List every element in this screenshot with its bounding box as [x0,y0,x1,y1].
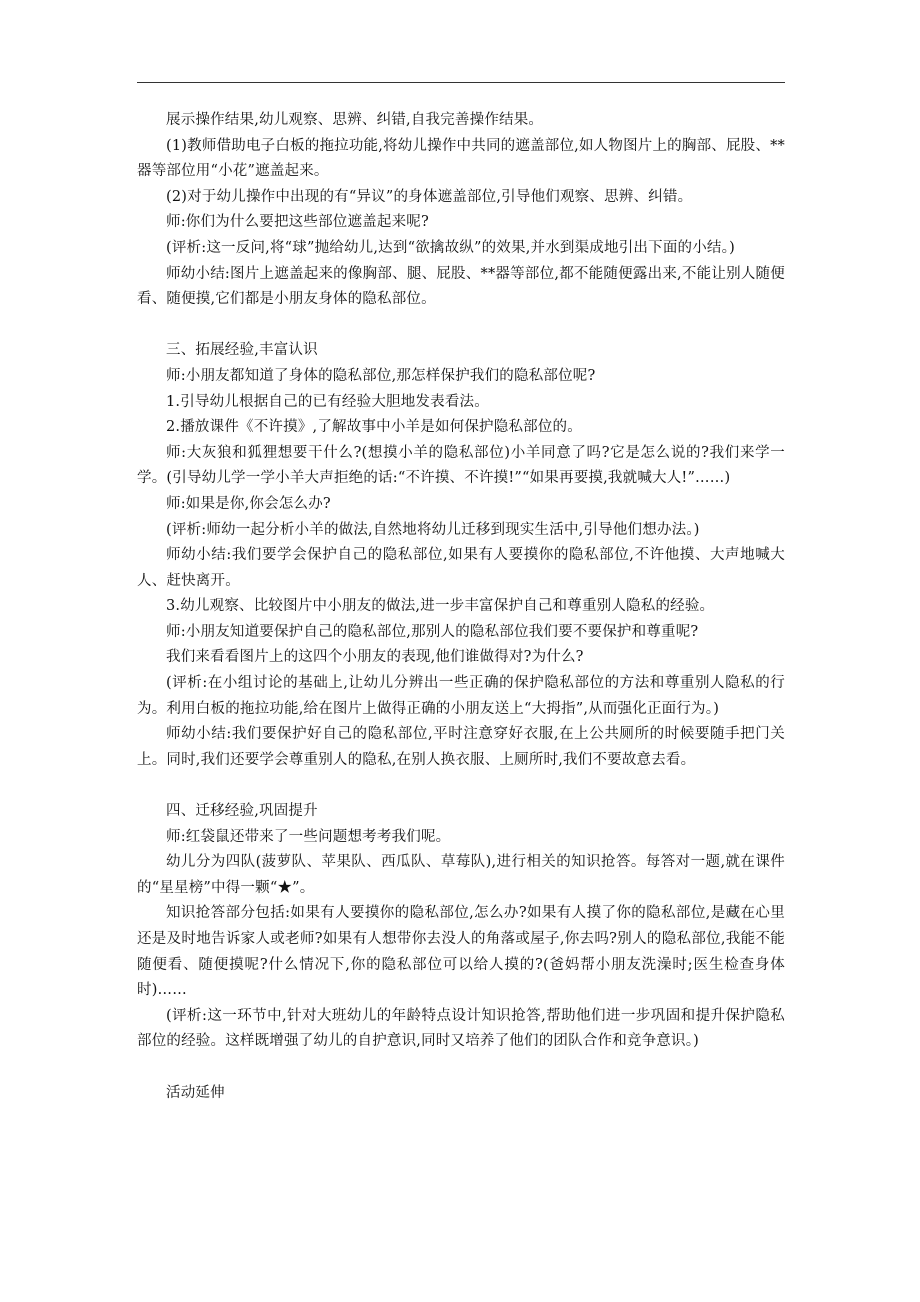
paragraph: 3.幼儿观察、比较图片中小朋友的做法,进一步丰富保护自己和尊重别人隐私的经验。 [166,598,715,615]
paragraph: 师:如果是你,你会怎么办? [166,495,331,512]
paragraph: (评析:这一环节中,针对大班幼儿的年龄特点设计知识抢答,帮助他们进一步巩固和提升保护隐私部位的经验。这样既增强了幼儿的自护意识,同时又培养了他们的团队合作和竞争意识。) [137,1007,785,1050]
section-heading: 三、拓展经验,丰富认识 [166,342,318,359]
paragraph: 师幼小结:我们要学会保护自己的隐私部位,如果有人要摸你的隐私部位,不许他摸、大声地喊大人、赶快离开。 [137,547,785,589]
paragraph: (2)对于幼儿操作中出现的有“异议”的身体遮盖部位,引导他们观察、思辨、纠错。 [166,188,693,205]
paragraph: 展示操作结果,幼儿观察、思辨、纠错,自我完善操作结果。 [166,112,544,128]
paragraph: 我们来看看图片上的这四个小朋友的表现,他们谁做得对?为什么? [166,649,584,666]
section-heading: 四、迁移经验,巩固提升 [166,803,318,820]
section-heading: 活动延伸 [166,1084,225,1101]
section-gap [137,1055,785,1081]
paragraph: 2.播放课件《不许摸》,了解故事中小羊是如何保护隐私部位的。 [166,419,582,436]
paragraph: 幼儿分为四队(菠萝队、苹果队、西瓜队、草莓队),进行相关的知识抢答。每答对一题,就在课件的“星星榜”中得一颗“★”。 [137,854,785,896]
paragraph: 1.引导幼儿根据自己的已有经验大胆地发表看法。 [166,393,489,410]
section-gap [137,313,785,339]
paragraph: (1)教师借助电子白板的拖拉功能,将幼儿操作中共同的遮盖部位,如人物图片上的胸部、屁股、**器等部位用“小花”遮盖起来。 [137,137,785,180]
paragraph: 师:红袋鼠还带来了一些问题想考考我们呢。 [166,828,451,845]
paragraph: (评析:在小组讨论的基础上,让幼儿分辨出一些正确的保护隐私部位的方法和尊重别人隐私的行为。利用白板的拖拉功能,给在图片上做得正确的小朋友送上“大拇指”,从而强化正面行为。) [137,675,785,717]
section-gap [137,773,785,799]
header-rule [137,82,785,83]
paragraph: 师:你们为什么要把这些部位遮盖起来呢? [166,214,429,231]
paragraph: 师:小朋友知道要保护自己的隐私部位,那别人的隐私部位我们要不要保护和尊重呢? [166,623,699,640]
paragraph: (评析:师幼一起分析小羊的做法,自然地将幼儿迁移到现实生活中,引导他们想办法。) [166,521,700,538]
document-body [137,108,785,1106]
paragraph: (评析:这一反问,将“球”抛给幼儿,达到“欲擒故纵”的效果,并水到渠成地引出下面的小结。) [166,239,735,256]
paragraph: 知识抢答部分包括:如果有人要摸你的隐私部位,怎么办?如果有人摸了你的隐私部位,是藏在心里还是及时地告诉家人或老师?如果有人想带你去没人的角落或屋子,你去吗?别人的隐私部位,我能不能随便看、随便摸呢?什么情况下,你的隐私部位可以给人摸的?(爸妈帮小朋友洗澡时;医生检查身体时)…… [137,905,785,999]
paragraph: 师幼小结:我们要保护好自己的隐私部位,平时注意穿好衣服,在上公共厕所的时候要随手把门关上。同时,我们还要学会尊重别人的隐私,在别人换衣服、上厕所时,我们不要故意去看。 [137,726,785,768]
paragraph: 师幼小结:图片上遮盖起来的像胸部、腿、屁股、**器等部位,都不能随便露出来,不能让别人随便看、随便摸,它们都是小朋友身体的隐私部位。 [137,265,785,308]
paragraph: 师:大灰狼和狐狸想要干什么?(想摸小羊的隐私部位)小羊同意了吗?它是怎么说的?我们来学一学。(引导幼儿学一学小羊大声拒绝的话:“不许摸、不许摸!”“如果再要摸,我就喊大人!”……) [137,444,785,487]
paragraph: 师:小朋友都知道了身体的隐私部位,那怎样保护我们的隐私部位呢? [166,367,596,384]
